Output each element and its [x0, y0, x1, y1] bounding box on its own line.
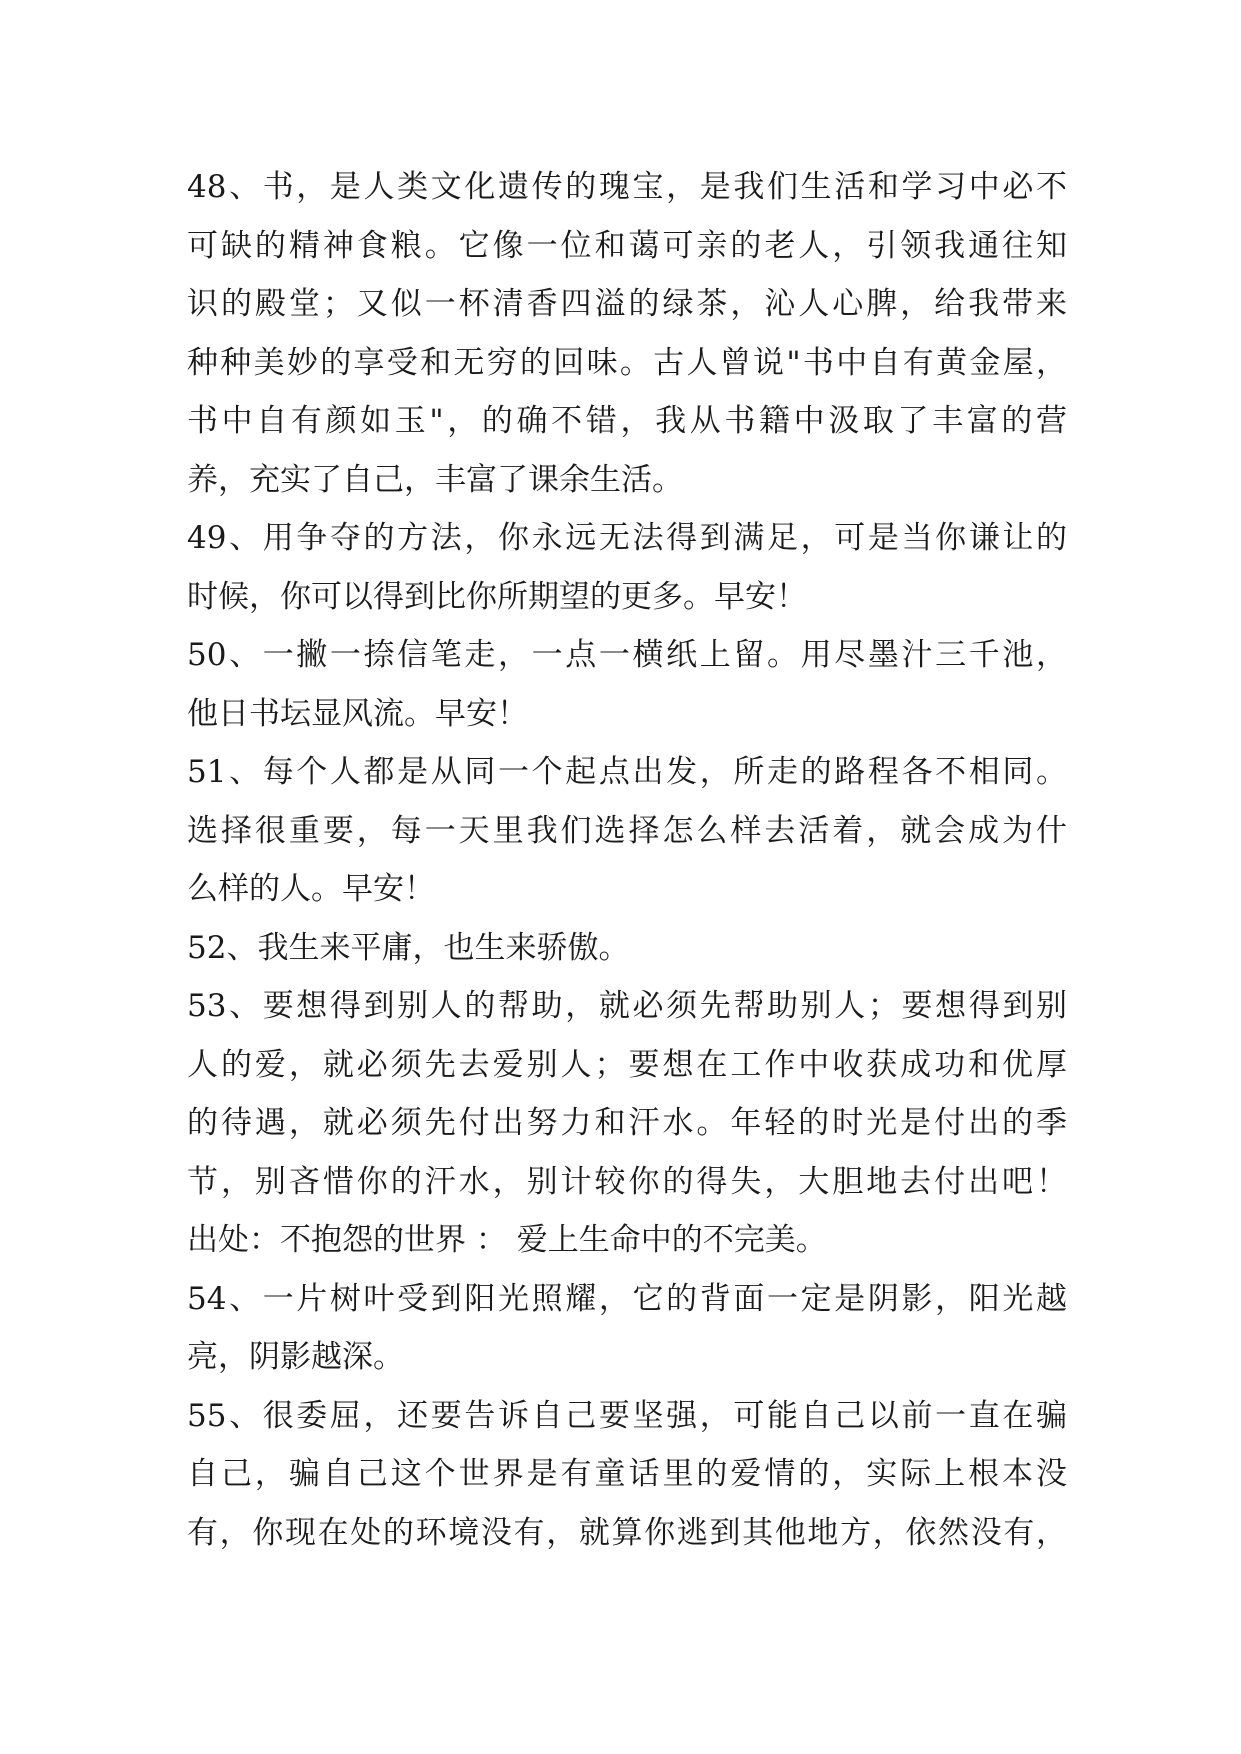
text-line: 出处：不抱怨的世界 ： 爱上生命中的不完美。 [187, 1222, 827, 1258]
text-line: 54、一片树叶受到阳光照耀，它的背面一定是阴影，阳光越 [187, 1280, 1067, 1317]
text-line: 55、很委屈，还要告诉自己要坚强，可能自己以前一直在骗 [187, 1397, 1067, 1434]
text-line: 有，你现在处的环境没有，就算你逃到其他地方，依然没有， [187, 1514, 1067, 1551]
text-line: 48、书，是人类文化遗传的瑰宝，是我们生活和学习中必不 [187, 169, 1067, 205]
text-line: 可缺的精神食粮。它像一位和蔼可亲的老人，引领我通往知 [187, 227, 1067, 264]
paragraph [187, 158, 1067, 509]
document-body [187, 158, 1067, 1562]
paragraph [187, 509, 1067, 626]
text-line: 自己，骗自己这个世界是有童话里的爱情的，实际上根本没 [187, 1456, 1067, 1492]
text-line: 亮，阴影越深。 [187, 1339, 404, 1375]
paragraph [187, 977, 1067, 1270]
paragraph [187, 743, 1067, 919]
text-line: 时候，你可以得到比你所期望的更多。早安！ [187, 578, 807, 615]
text-line: 种种美妙的享受和无穷的回味。古人曾说"书中自有黄金屋， [187, 344, 1067, 381]
text-line: 人的爱，就必须先去爱别人；要想在工作中收获成功和优厚 [187, 1046, 1067, 1083]
text-line: 53、要想得到别人的帮助，就必须先帮助别人；要想得到别 [187, 988, 1067, 1024]
text-line: 51、每个人都是从同一个起点出发，所走的路程各不相同。 [187, 754, 1067, 790]
text-line: 52、我生来平庸，也生来骄傲。 [187, 929, 630, 966]
text-line: 选择很重要，每一天里我们选择怎么样去活着，就会成为什 [187, 812, 1067, 849]
paragraph [187, 1387, 1067, 1563]
text-line: 么样的人。早安！ [187, 871, 435, 907]
text-line: 养，充实了自己，丰富了课余生活。 [187, 461, 683, 498]
text-line: 识的殿堂；又似一杯清香四溢的绿茶，沁人心脾，给我带来 [187, 286, 1067, 322]
text-line: 书中自有颜如玉"，的确不错，我从书籍中汲取了丰富的营 [187, 403, 1067, 439]
text-line: 节，别吝惜你的汗水，别计较你的得失，大胆地去付出吧！ [187, 1163, 1067, 1200]
paragraph [187, 1270, 1067, 1387]
paragraph [187, 626, 1067, 743]
text-line: 他日书坛显风流。早安！ [187, 695, 528, 732]
paragraph [187, 919, 1067, 978]
text-line: 49、用争夺的方法，你永远无法得到满足，可是当你谦让的 [187, 520, 1067, 556]
text-line: 50、一撇一捺信笔走，一点一横纸上留。用尽墨汁三千池， [187, 637, 1067, 673]
text-line: 的待遇，就必须先付出努力和汗水。年轻的时光是付出的季 [187, 1105, 1067, 1141]
